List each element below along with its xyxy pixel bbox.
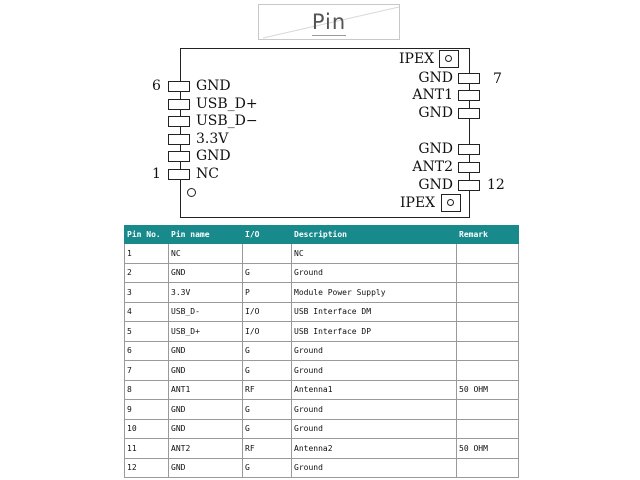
description-cell: Ground (292, 361, 457, 381)
pin-name-cell: NC (169, 244, 243, 264)
right-pad-11 (458, 162, 480, 173)
ipex-top-label: IPEX (399, 51, 435, 67)
left-pin-label: USB_D+ (196, 96, 258, 112)
remark-cell (457, 244, 519, 264)
pin-name-cell: GND (169, 361, 243, 381)
remark-cell (457, 283, 519, 303)
pin-number-6: 6 (152, 78, 161, 94)
right-pad-8 (458, 90, 480, 101)
pin-no-cell: 7 (125, 361, 169, 381)
left-pad-5 (168, 99, 190, 110)
io-cell: P (243, 283, 292, 303)
io-cell (243, 244, 292, 264)
left-pin-label: NC (196, 166, 219, 182)
mounting-hole-icon (187, 188, 196, 197)
pin-no-cell: 11 (125, 439, 169, 459)
io-cell: G (243, 400, 292, 420)
column-header-pin-name: Pin name (169, 226, 243, 244)
left-pad-3 (168, 134, 190, 145)
pin-no-cell: 5 (125, 322, 169, 342)
section-title: Pin (311, 10, 347, 34)
left-pin-label: USB_D− (196, 113, 258, 129)
io-cell: G (243, 263, 292, 283)
io-cell: G (243, 341, 292, 361)
remark-cell (457, 400, 519, 420)
pin-no-cell: 8 (125, 380, 169, 400)
pin-number-1: 1 (152, 166, 161, 182)
remark-cell (457, 302, 519, 322)
pin-no-cell: 4 (125, 302, 169, 322)
right-pad-12 (458, 180, 480, 191)
table-row (125, 283, 519, 303)
pin-table-header-row (125, 226, 519, 244)
pin-name-cell: GND (169, 400, 243, 420)
left-pad-2 (168, 151, 190, 162)
description-cell: USB Interface DM (292, 302, 457, 322)
table-row (125, 439, 519, 459)
remark-cell (457, 322, 519, 342)
pin-no-cell: 10 (125, 419, 169, 439)
pin-name-cell: GND (169, 419, 243, 439)
io-cell: G (243, 361, 292, 381)
remark-cell (457, 458, 519, 478)
description-cell: Ground (292, 341, 457, 361)
left-pad-6 (168, 81, 190, 92)
io-cell: G (243, 419, 292, 439)
left-pin-label: GND (196, 78, 231, 94)
table-row (125, 361, 519, 381)
io-cell: G (243, 458, 292, 478)
description-cell: NC (292, 244, 457, 264)
pin-table-body (125, 244, 519, 478)
pin-name-cell: GND (169, 458, 243, 478)
right-pin-label: ANT1 (412, 87, 453, 103)
io-cell: RF (243, 439, 292, 459)
table-row (125, 419, 519, 439)
pin-name-cell: USB_D- (169, 302, 243, 322)
right-pin-label: GND (418, 177, 453, 193)
io-cell: RF (243, 380, 292, 400)
pin-no-cell: 1 (125, 244, 169, 264)
ipex-top-connector-icon (439, 50, 459, 68)
pin-name-cell: 3.3V (169, 283, 243, 303)
pin-table (124, 225, 519, 478)
pin-name-cell: ANT1 (169, 380, 243, 400)
pin-no-cell: 6 (125, 341, 169, 361)
pin-name-cell: ANT2 (169, 439, 243, 459)
right-pin-label: GND (418, 105, 453, 121)
table-row (125, 322, 519, 342)
right-pin-label: GND (418, 70, 453, 86)
table-row (125, 244, 519, 264)
remark-cell (457, 361, 519, 381)
table-row (125, 341, 519, 361)
description-cell: Ground (292, 419, 457, 439)
ipex-bottom-label: IPEX (400, 195, 436, 211)
remark-cell: 50 OHM (457, 439, 519, 459)
io-cell: I/O (243, 322, 292, 342)
table-row (125, 458, 519, 478)
right-pin-label: ANT2 (412, 159, 453, 175)
description-cell: Antenna1 (292, 380, 457, 400)
table-row (125, 263, 519, 283)
pin-no-cell: 9 (125, 400, 169, 420)
pin-no-cell: 3 (125, 283, 169, 303)
right-pad-10 (458, 144, 480, 155)
table-row (125, 400, 519, 420)
description-cell: Antenna2 (292, 439, 457, 459)
ipex-bottom-connector-icon (441, 194, 461, 212)
left-pad-4 (168, 116, 190, 127)
left-pad-1 (168, 169, 190, 180)
pin-no-cell: 12 (125, 458, 169, 478)
column-header-remark: Remark (457, 226, 519, 244)
right-pad-9 (458, 108, 480, 119)
description-cell: Module Power Supply (292, 283, 457, 303)
remark-cell (457, 419, 519, 439)
description-cell: Ground (292, 458, 457, 478)
description-cell: USB Interface DP (292, 322, 457, 342)
pin-name-cell: GND (169, 263, 243, 283)
io-cell: I/O (243, 302, 292, 322)
left-pin-label: 3.3V (196, 131, 229, 147)
table-row (125, 380, 519, 400)
table-row (125, 302, 519, 322)
remark-cell (457, 341, 519, 361)
column-header-pin-no: Pin No. (125, 226, 169, 244)
description-cell: Ground (292, 263, 457, 283)
pin-name-cell: USB_D+ (169, 322, 243, 342)
remark-cell: 50 OHM (457, 380, 519, 400)
pin-number-7: 7 (493, 71, 502, 87)
column-header-io: I/O (243, 226, 292, 244)
right-pin-label: GND (418, 141, 453, 157)
pin-number-12: 12 (487, 177, 505, 193)
pin-name-cell: GND (169, 341, 243, 361)
pin-no-cell: 2 (125, 263, 169, 283)
remark-cell (457, 263, 519, 283)
left-pin-label: GND (196, 148, 231, 164)
right-pad-7 (458, 73, 480, 84)
column-header-description: Description (292, 226, 457, 244)
title-box (258, 4, 400, 40)
description-cell: Ground (292, 400, 457, 420)
